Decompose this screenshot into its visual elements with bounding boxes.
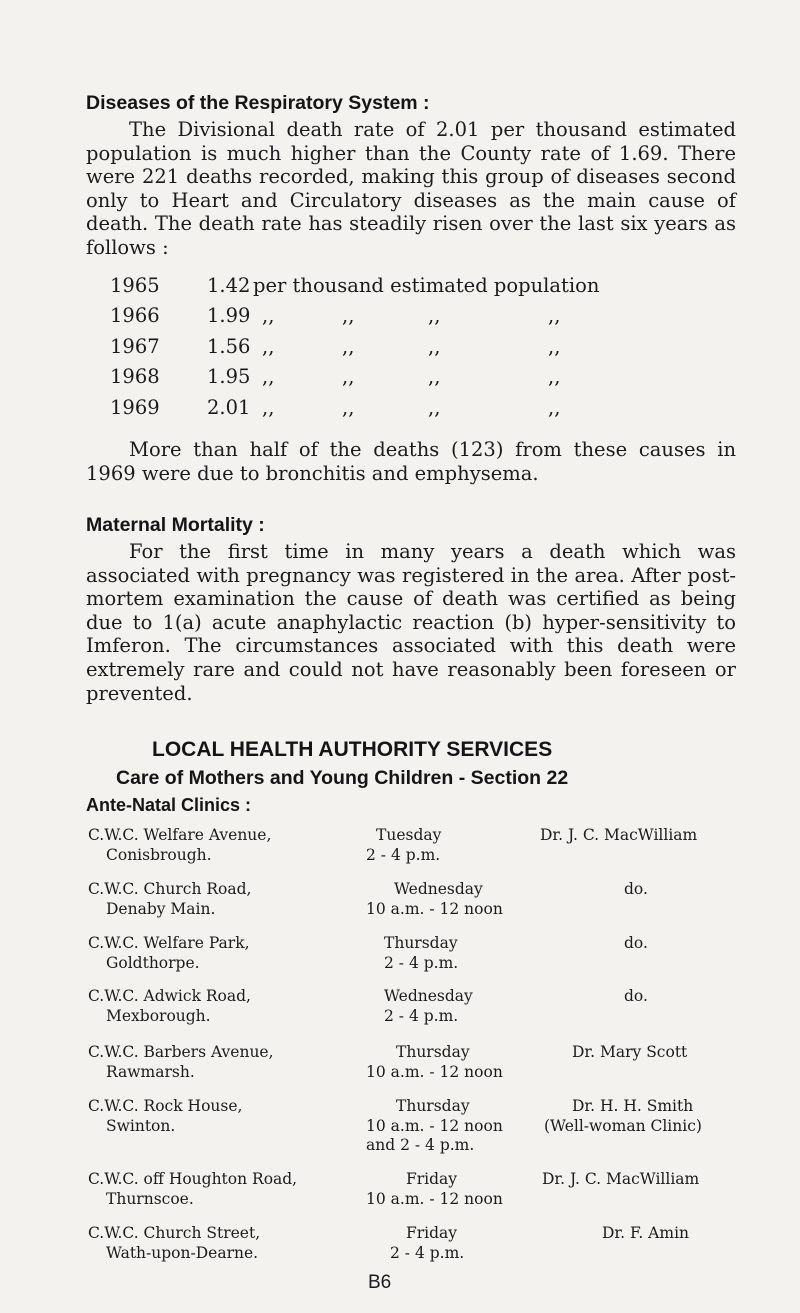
ditto-mark: ,, bbox=[262, 335, 275, 358]
ditto-mark: ,, bbox=[342, 396, 355, 419]
clinic-doctor: do. bbox=[624, 880, 648, 898]
clinic-place: C.W.C. Church Road, bbox=[88, 880, 252, 898]
clinic-doctor: Dr. F. Amin bbox=[602, 1224, 690, 1242]
clinic-day: Thursday bbox=[384, 934, 458, 952]
clinic-time-extra: and 2 - 4 p.m. bbox=[366, 1136, 475, 1154]
clinic-town: Conisbrough. bbox=[106, 845, 212, 864]
clinics-heading: Ante-Natal Clinics : bbox=[86, 795, 252, 815]
clinic-day: Friday bbox=[406, 1170, 458, 1188]
clinic-doctor: do. bbox=[624, 987, 648, 1005]
clinic-time: 10 a.m. - 12 noon bbox=[366, 1189, 503, 1208]
ditto-mark: ,, bbox=[342, 365, 355, 388]
respiratory-summary: More than half of the deaths (123) from these causes in 1969 were due to bronchitis and emphysema. bbox=[86, 438, 736, 485]
clinic-day: Thursday bbox=[396, 1097, 470, 1115]
rate-row bbox=[110, 335, 710, 365]
ditto-mark: ,, bbox=[428, 335, 441, 358]
maternal-text: For the first time in many years a death which was associated with pregnancy was registered in the area. After post-mortem examination the cause of death was certified as being due to 1(a) acute anaphylactic reaction (b) hyper-sensitivity to Imferon. The circumstances associated with this death were extremely rare and could not have reasonably been foreseen or prevented. bbox=[86, 540, 736, 705]
clinic-town: Goldthorpe. bbox=[106, 953, 200, 972]
clinic-doctor: Dr. J. C. MacWilliam bbox=[542, 1170, 700, 1188]
clinic-doctor: do. bbox=[624, 934, 648, 952]
clinic-town: Denaby Main. bbox=[106, 899, 216, 918]
ditto-mark: ,, bbox=[428, 304, 441, 327]
services-title: LOCAL HEALTH AUTHORITY SERVICES bbox=[152, 738, 553, 761]
clinic-time: 2 - 4 p.m. bbox=[384, 1006, 459, 1025]
respiratory-heading: Diseases of the Respiratory System : bbox=[86, 92, 430, 114]
ditto-mark: ,, bbox=[548, 396, 561, 419]
clinic-time: 10 a.m. - 12 noon bbox=[366, 1062, 503, 1081]
rate-year: 1965 bbox=[110, 274, 160, 297]
rate-row bbox=[110, 304, 710, 334]
rate-year: 1969 bbox=[110, 396, 160, 419]
clinic-day: Wednesday bbox=[394, 880, 483, 898]
ditto-mark: ,, bbox=[548, 304, 561, 327]
rate-value: 2.01 bbox=[207, 396, 251, 419]
clinic-time: 2 - 4 p.m. bbox=[390, 1243, 465, 1262]
clinic-place: C.W.C. Rock House, bbox=[88, 1097, 243, 1115]
ditto-mark: ,, bbox=[548, 365, 561, 388]
clinic-time: 2 - 4 p.m. bbox=[366, 845, 441, 864]
ditto-mark: ,, bbox=[262, 304, 275, 327]
rate-value: 1.95 bbox=[207, 365, 251, 388]
rate-year: 1968 bbox=[110, 365, 160, 388]
ditto-mark: ,, bbox=[428, 396, 441, 419]
rate-value: 1.56 bbox=[207, 335, 251, 358]
clinic-town: Thurnscoe. bbox=[106, 1189, 194, 1208]
rate-label: per thousand estimated population bbox=[253, 274, 600, 297]
clinic-time: 10 a.m. - 12 noon bbox=[366, 899, 503, 918]
clinic-time: 10 a.m. - 12 noon bbox=[366, 1116, 503, 1135]
page-number: B6 bbox=[368, 1272, 392, 1293]
ditto-mark: ,, bbox=[342, 304, 355, 327]
clinic-day: Thursday bbox=[396, 1043, 470, 1061]
clinic-time: 2 - 4 p.m. bbox=[384, 953, 459, 972]
rate-row bbox=[110, 365, 710, 395]
clinic-town: Mexborough. bbox=[106, 1006, 211, 1025]
ditto-mark: ,, bbox=[262, 396, 275, 419]
clinic-day: Friday bbox=[406, 1224, 458, 1242]
maternal-heading: Maternal Mortality : bbox=[86, 514, 265, 536]
clinic-doctor: Dr. H. H. Smith bbox=[572, 1097, 694, 1115]
clinic-doctor: Dr. Mary Scott bbox=[572, 1043, 688, 1061]
clinic-doctor: Dr. J. C. MacWilliam bbox=[540, 826, 698, 844]
ditto-mark: ,, bbox=[342, 335, 355, 358]
rate-row bbox=[110, 274, 710, 304]
rate-value: 1.99 bbox=[207, 304, 251, 327]
clinic-note: (Well-woman Clinic) bbox=[544, 1116, 702, 1135]
ditto-mark: ,, bbox=[548, 335, 561, 358]
rate-row bbox=[110, 396, 710, 426]
respiratory-intro: The Divisional death rate of 2.01 per thousand estimated population is much higher than the County rate of 1.69. There were 221 deaths recorded, making this group of diseases second only to Heart and Circulatory diseases as the main cause of death. The death rate has steadily risen over the last six years as follows : bbox=[86, 118, 736, 259]
clinic-town: Rawmarsh. bbox=[106, 1062, 195, 1081]
clinic-place: C.W.C. off Houghton Road, bbox=[88, 1170, 298, 1188]
clinic-place: C.W.C. Adwick Road, bbox=[88, 987, 251, 1005]
clinic-town: Wath-upon-Dearne. bbox=[106, 1243, 259, 1262]
clinic-place: C.W.C. Welfare Avenue, bbox=[88, 826, 272, 844]
rate-year: 1967 bbox=[110, 335, 160, 358]
services-subtitle: Care of Mothers and Young Children - Section 22 bbox=[116, 767, 569, 789]
rate-value: 1.42 bbox=[207, 274, 251, 297]
clinic-day: Tuesday bbox=[376, 826, 442, 844]
rate-year: 1966 bbox=[110, 304, 160, 327]
clinic-day: Wednesday bbox=[384, 987, 473, 1005]
clinic-place: C.W.C. Welfare Park, bbox=[88, 934, 250, 952]
clinic-place: C.W.C. Barbers Avenue, bbox=[88, 1043, 274, 1061]
clinic-town: Swinton. bbox=[106, 1116, 176, 1135]
ditto-mark: ,, bbox=[428, 365, 441, 388]
ditto-mark: ,, bbox=[262, 365, 275, 388]
clinic-place: C.W.C. Church Street, bbox=[88, 1224, 261, 1242]
